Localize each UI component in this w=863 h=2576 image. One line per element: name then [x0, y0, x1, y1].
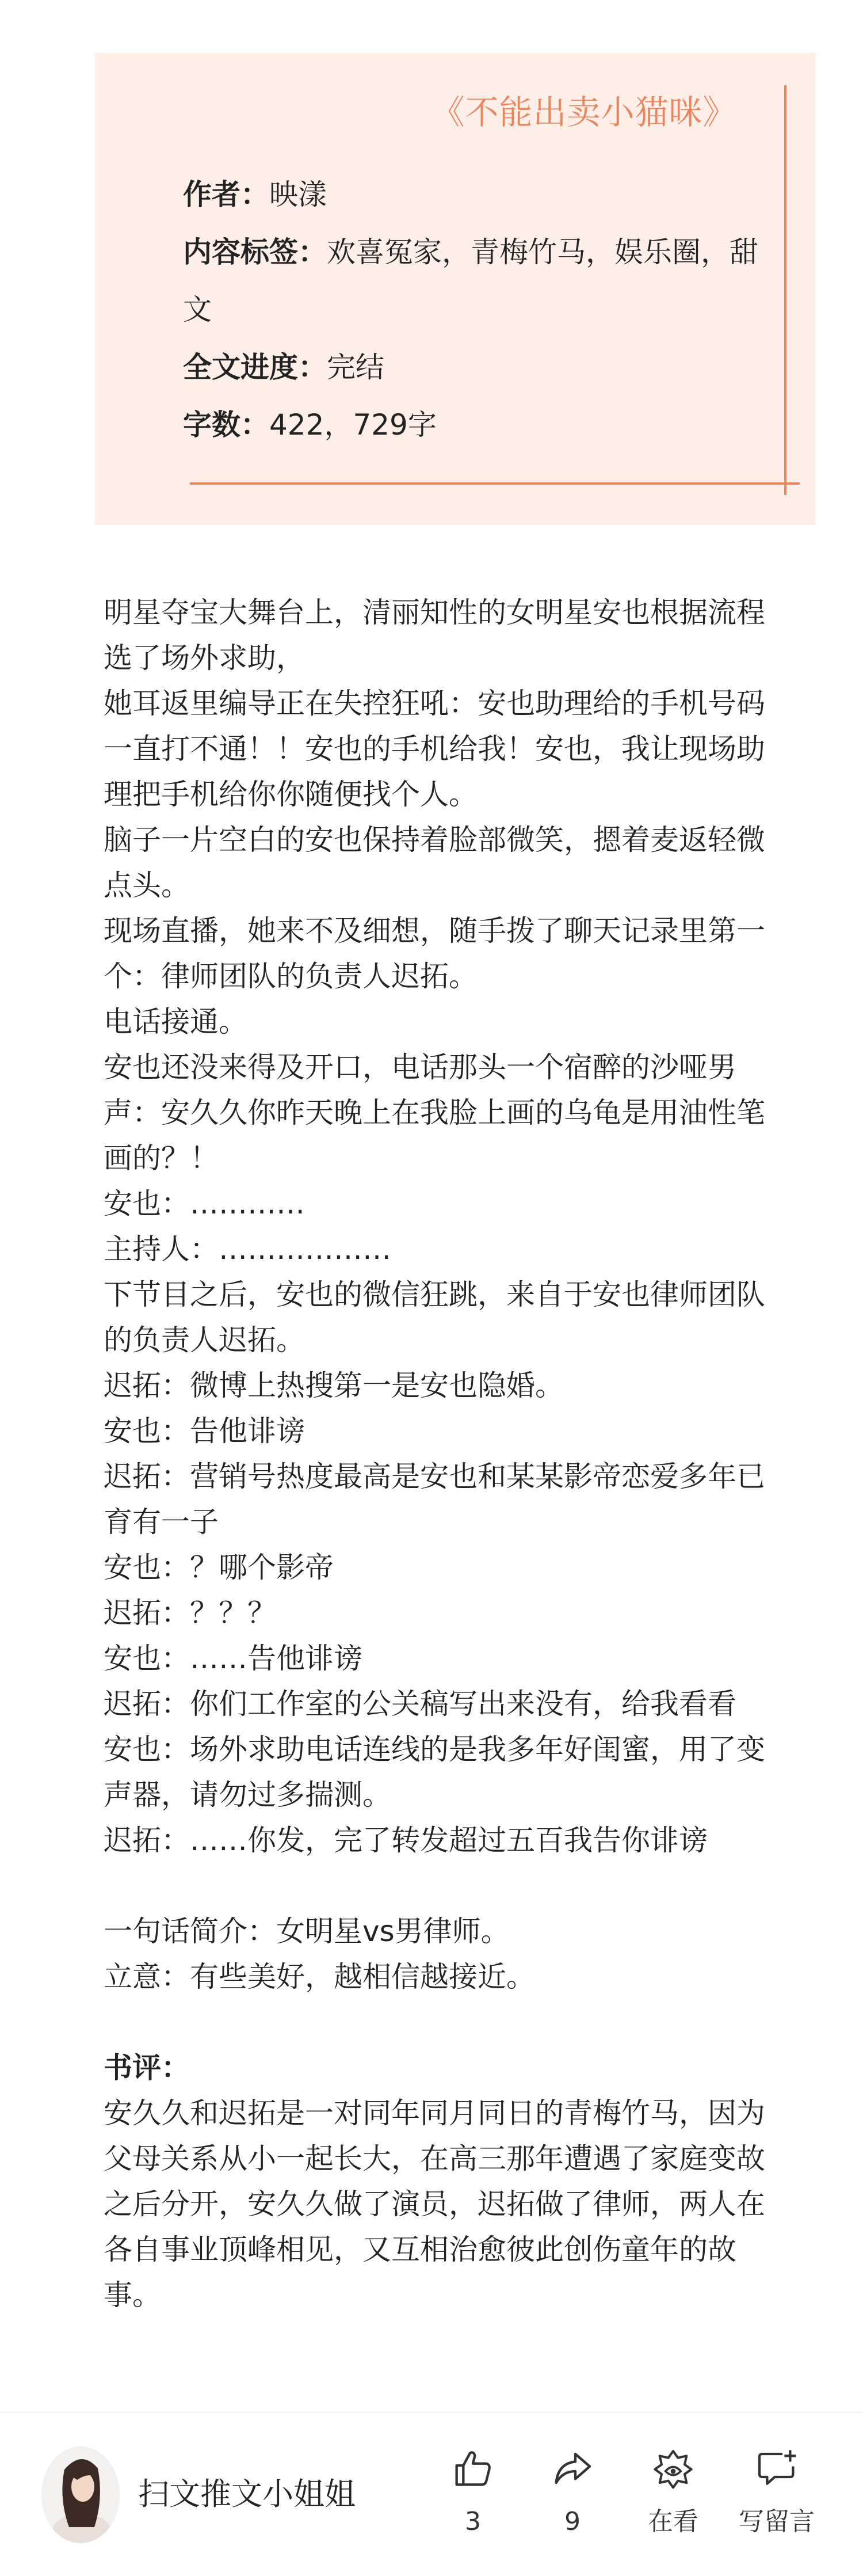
meta-progress	[183, 338, 776, 396]
comment-label: 写留言	[739, 2507, 815, 2536]
paragraph: 安也：…………	[104, 1187, 305, 1220]
article-body	[104, 590, 765, 2318]
reading-label: 在看	[648, 2507, 698, 2536]
card-decor-vertical-line	[784, 85, 786, 495]
thumbs-up-icon	[450, 2445, 496, 2491]
meta-words-value: 422，729字	[269, 408, 437, 442]
meta-tags-label: 内容标签：	[183, 235, 327, 269]
paragraph: 现场直播，她来不及细想，随手拨了聊天记录里第一个：律师团队的负责人迟拓。	[104, 914, 765, 993]
review-heading: 书评：	[104, 2051, 190, 2084]
paragraph: 安也：告他诽谤	[104, 1414, 305, 1448]
like-count: 3	[465, 2507, 481, 2536]
paragraph: 迟拓：……你发，完了转发超过五百我告你诽谤	[104, 1824, 708, 1857]
meta-words-label: 字数：	[183, 408, 269, 442]
paragraph: 安也：？哪个影帝	[104, 1551, 334, 1584]
paragraph: 迟拓：你们工作室的公关稿写出来没有，给我看看	[104, 1687, 736, 1721]
meta-author	[183, 166, 776, 223]
paragraph: 脑子一片空白的安也保持着脸部微笑，摁着麦返轻微点头。	[104, 823, 765, 902]
book-title: 《不能出卖小猫咪》	[431, 93, 737, 132]
meta-author-label: 作者：	[183, 178, 269, 211]
intent-line: 立意：有些美好，越相信越接近。	[104, 1960, 535, 1993]
card-decor-horizontal-line	[190, 482, 800, 485]
reading-button[interactable]	[627, 2445, 719, 2537]
comment-button[interactable]	[731, 2445, 823, 2537]
share-button[interactable]	[526, 2445, 618, 2537]
avatar[interactable]	[41, 2446, 120, 2543]
paragraph: 迟拓：？？？	[104, 1596, 276, 1630]
paragraph: 安也：……告他诽谤	[104, 1642, 362, 1675]
paragraph: 她耳返里编导正在失控狂吼：安也助理给的手机号码一直打不通！！安也的手机给我！安也，我让现场助理把手机给你你随便找个人。	[104, 687, 765, 811]
meta-tags-value: 欢喜冤家，青梅竹马，娱乐圈，甜文	[183, 235, 758, 326]
avatar-image	[41, 2446, 120, 2543]
share-arrow-icon	[549, 2445, 595, 2491]
paragraph: 安也：场外求助电话连线的是我多年好闺蜜，用了变声器，请勿过多揣测。	[104, 1733, 765, 1812]
paragraph: 安也还没来得及开口，电话那头一个宿醉的沙哑男声：安久久你昨天晚上在我脸上画的乌龟是用油性笔画的？！	[104, 1051, 765, 1175]
spacer	[104, 2000, 765, 2045]
account-nickname[interactable]: 扫文推文小姐姐	[138, 2476, 356, 2512]
summary-line: 一句话简介：女明星vs男律师。	[104, 1915, 510, 1948]
bottom-action-bar	[0, 2412, 863, 2576]
paragraph: 主持人：………………	[104, 1232, 391, 1266]
like-button[interactable]	[427, 2445, 519, 2537]
share-count: 9	[564, 2507, 581, 2536]
meta-progress-value: 完结	[327, 351, 384, 384]
spacer	[104, 1863, 765, 1909]
paragraph: 明星夺宝大舞台上，清丽知性的女明星安也根据流程选了场外求助，	[104, 596, 765, 675]
meta-tags	[183, 223, 776, 338]
meta-progress-label: 全文进度：	[183, 351, 327, 384]
paragraph: 下节目之后，安也的微信狂跳，来自于安也律师团队的负责人迟拓。	[104, 1278, 765, 1357]
review-text: 安久久和迟拓是一对同年同月同日的青梅竹马，因为父母关系从小一起长大，在高三那年遭遇了家庭变故之后分开，安久久做了演员，迟拓做了律师，两人在各自事业顶峰相见，又互相治愈彼此创伤童年的故事。	[104, 2096, 765, 2312]
paragraph: 迟拓：微博上热搜第一是安也隐婚。	[104, 1369, 564, 1402]
reading-flower-icon	[650, 2445, 696, 2491]
paragraph: 电话接通。	[104, 1005, 247, 1038]
paragraph: 迟拓：营销号热度最高是安也和某某影帝恋爱多年已育有一子	[104, 1460, 765, 1539]
meta-word-count	[183, 396, 776, 454]
meta-author-value: 映漾	[269, 178, 327, 211]
comment-icon	[754, 2445, 800, 2491]
